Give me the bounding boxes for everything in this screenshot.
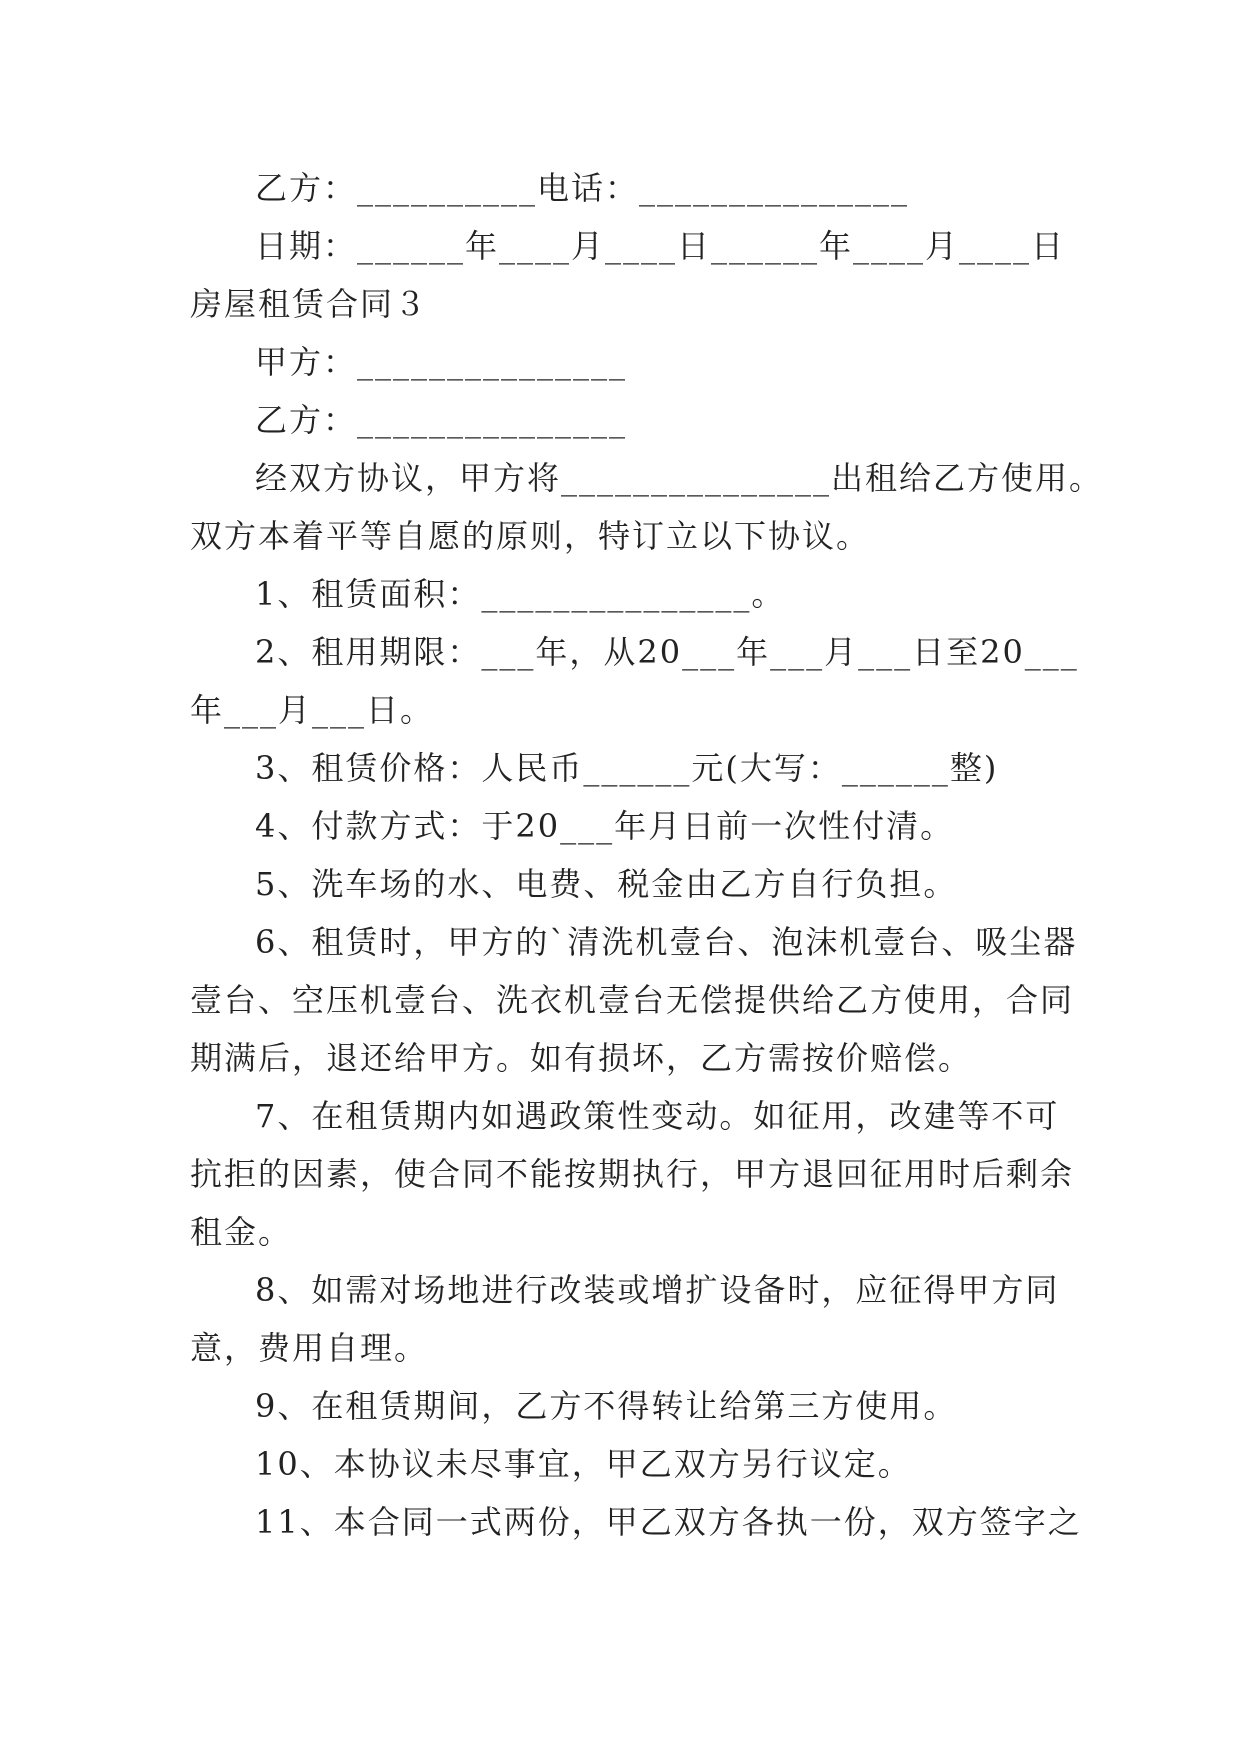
party-b-phone-line: 乙方：__________电话：_______________ bbox=[255, 169, 910, 207]
clause-6-line-2: 壹台、空压机壹台、洗衣机壹台无偿提供给乙方使用，合同 bbox=[190, 981, 1075, 1019]
clause-2-line-1: 2、租用期限：___年，从20___年___月___日至20___ bbox=[255, 633, 1079, 671]
clause-5: 5、洗车场的水、电费、税金由乙方自行负担。 bbox=[255, 865, 958, 903]
clause-10: 10、本协议未尽事宜，甲乙双方另行议定。 bbox=[255, 1445, 912, 1483]
clause-6-line-3: 期满后，退还给甲方。如有损坏，乙方需按价赔偿。 bbox=[190, 1039, 973, 1077]
party-a-line: 甲方：_______________ bbox=[255, 343, 628, 381]
clause-8-line-2: 意，费用自理。 bbox=[190, 1329, 429, 1367]
intro-line-1: 经双方协议，甲方将_______________出租给乙方使用。 bbox=[255, 459, 1104, 497]
clause-2-line-2: 年___月___日。 bbox=[190, 691, 435, 729]
clause-7-line-3: 租金。 bbox=[190, 1213, 293, 1251]
intro-line-2: 双方本着平等自愿的原则，特订立以下协议。 bbox=[190, 517, 871, 555]
party-b-line: 乙方：_______________ bbox=[255, 401, 628, 439]
clause-6-line-1: 6、租赁时，甲方的`清洗机壹台、泡沫机壹台、吸尘器 bbox=[255, 923, 1078, 961]
clause-1: 1、租赁面积：_______________。 bbox=[255, 575, 786, 613]
contract-title: 房屋租赁合同３ bbox=[190, 285, 429, 323]
date-line: 日期：______年____月____日______年____月____日 bbox=[255, 227, 1066, 265]
clause-8-line-1: 8、如需对场地进行改装或增扩设备时，应征得甲方同 bbox=[255, 1271, 1060, 1309]
clause-7-line-2: 抗拒的因素，使合同不能按期执行，甲方退回征用时后剩余 bbox=[190, 1155, 1075, 1193]
clause-7-line-1: 7、在租赁期内如遇政策性变动。如征用，改建等不可 bbox=[255, 1097, 1060, 1135]
clause-11: 11、本合同一式两份，甲乙双方各执一份，双方签字之 bbox=[255, 1503, 1082, 1541]
clause-4: 4、付款方式：于20___年月日前一次性付清。 bbox=[255, 807, 955, 845]
clause-9: 9、在租赁期间，乙方不得转让给第三方使用。 bbox=[255, 1387, 958, 1425]
clause-3: 3、租赁价格：人民币______元(大写：______整) bbox=[255, 749, 999, 787]
